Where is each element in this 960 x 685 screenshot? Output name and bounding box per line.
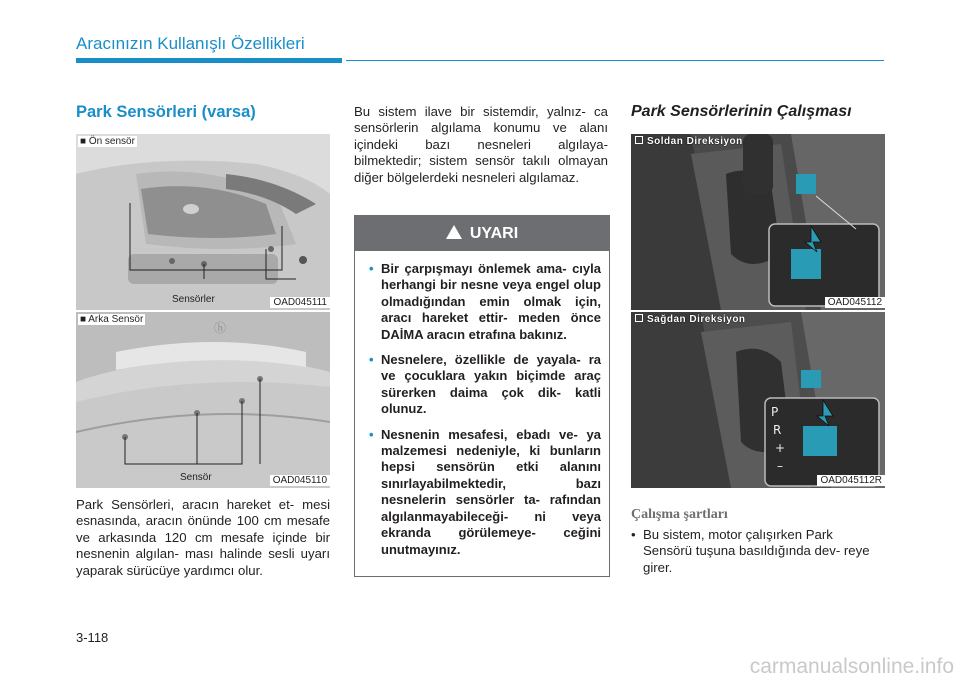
middle-paragraph: Bu sistem ilave bir sistemdir, yalnız- ca sensörlerin algılama konumu ve alanı içindeki bazı nesneleri algılaya- bilmektedir; sistem sensör takılı olmayan diğer bölgelerdeki nesneleri algılamaz. xyxy=(354,104,608,185)
lhd-label: Soldan Direksiyon xyxy=(635,136,743,147)
svg-text:+: + xyxy=(775,441,786,455)
left-paragraph: Park Sensörleri, aracın hareket et- mesi esnasında, aracın önünde 100 cm mesafe ve arkasında 120 cm mesafe içinde bir nesnenin algılan- ması halinde sesli uyarı yaparak sürücüye yardımcı olur. xyxy=(76,497,330,578)
conditions-subheading: Çalışma şartları xyxy=(631,507,728,522)
svg-text:R: R xyxy=(773,423,782,437)
warning-box xyxy=(354,215,610,577)
svg-text:ⓗ: ⓗ xyxy=(214,321,227,335)
lhd-figure-code: OAD045112 xyxy=(825,297,885,308)
rear-sensor-figure xyxy=(76,312,330,488)
bullet-dot-icon: • xyxy=(631,527,636,542)
operation-title: Park Sensörlerinin Çalışması xyxy=(631,103,852,120)
rhd-figure-code: OAD045112R xyxy=(817,475,885,486)
conditions-bullet xyxy=(631,527,885,576)
rear-figure-code: OAD045110 xyxy=(270,475,330,486)
front-sensor-figure xyxy=(76,134,330,310)
rhd-console-figure xyxy=(631,312,885,488)
warning-list xyxy=(369,261,601,567)
rear-sensor-caption: ■ Arka Sensör xyxy=(80,314,144,325)
front-figure-code: OAD045111 xyxy=(270,297,330,308)
checkbox-square-icon xyxy=(635,314,643,322)
header-rule-thin xyxy=(346,60,884,61)
front-sensor-caption: ■ Ön sensör xyxy=(80,136,135,147)
warning-item: • Bir çarpışmayı önlemek ama- cıyla herhangi bir nesne veya engel olup olmadığından emin olmak için, aracı hareket ettir- meden önce DAİMA aracın etrafına bakınız. xyxy=(369,261,601,343)
header-rule-thick xyxy=(76,58,342,63)
chapter-title: Aracınızın Kullanışlı Özellikleri xyxy=(76,34,305,53)
conditions-bullet-text: Bu sistem, motor çalışırken Park Sensörü tuşuna basıldığında dev- reye girer. xyxy=(643,527,870,575)
warning-title: UYARI xyxy=(469,225,519,242)
svg-text:P: P xyxy=(771,405,779,419)
front-sensors-callout: Sensörler xyxy=(172,294,215,305)
rhd-label: Sağdan Direksiyon xyxy=(635,314,746,325)
rear-sensor-callout: Sensör xyxy=(180,472,212,483)
warning-header xyxy=(355,216,609,251)
svg-text:–: – xyxy=(777,459,783,473)
watermark: carmanualsonline.info xyxy=(749,655,954,678)
warning-item: • Nesnelere, özellikle de yayala- ra ve çocuklara yakın biçimde araç sürerken daima çok dik- katli olunuz. xyxy=(369,352,601,418)
warning-item: • Nesnenin mesafesi, ebadı ve- ya malzemesi nedeniyle, ki bunların hepsi sensörün etki alanını sınırlayabilmektedir, bazı nesnelerin sensörler ta- rafından algılanmayabileceği- ni veya ekranda görülemeye- ceğini unutmayınız. xyxy=(369,427,601,558)
warning-triangle-icon xyxy=(446,225,462,239)
lhd-console-figure xyxy=(631,134,885,310)
page-number: 3-118 xyxy=(76,630,109,645)
checkbox-square-icon xyxy=(635,136,643,144)
section-title: Park Sensörleri (varsa) xyxy=(76,103,256,121)
